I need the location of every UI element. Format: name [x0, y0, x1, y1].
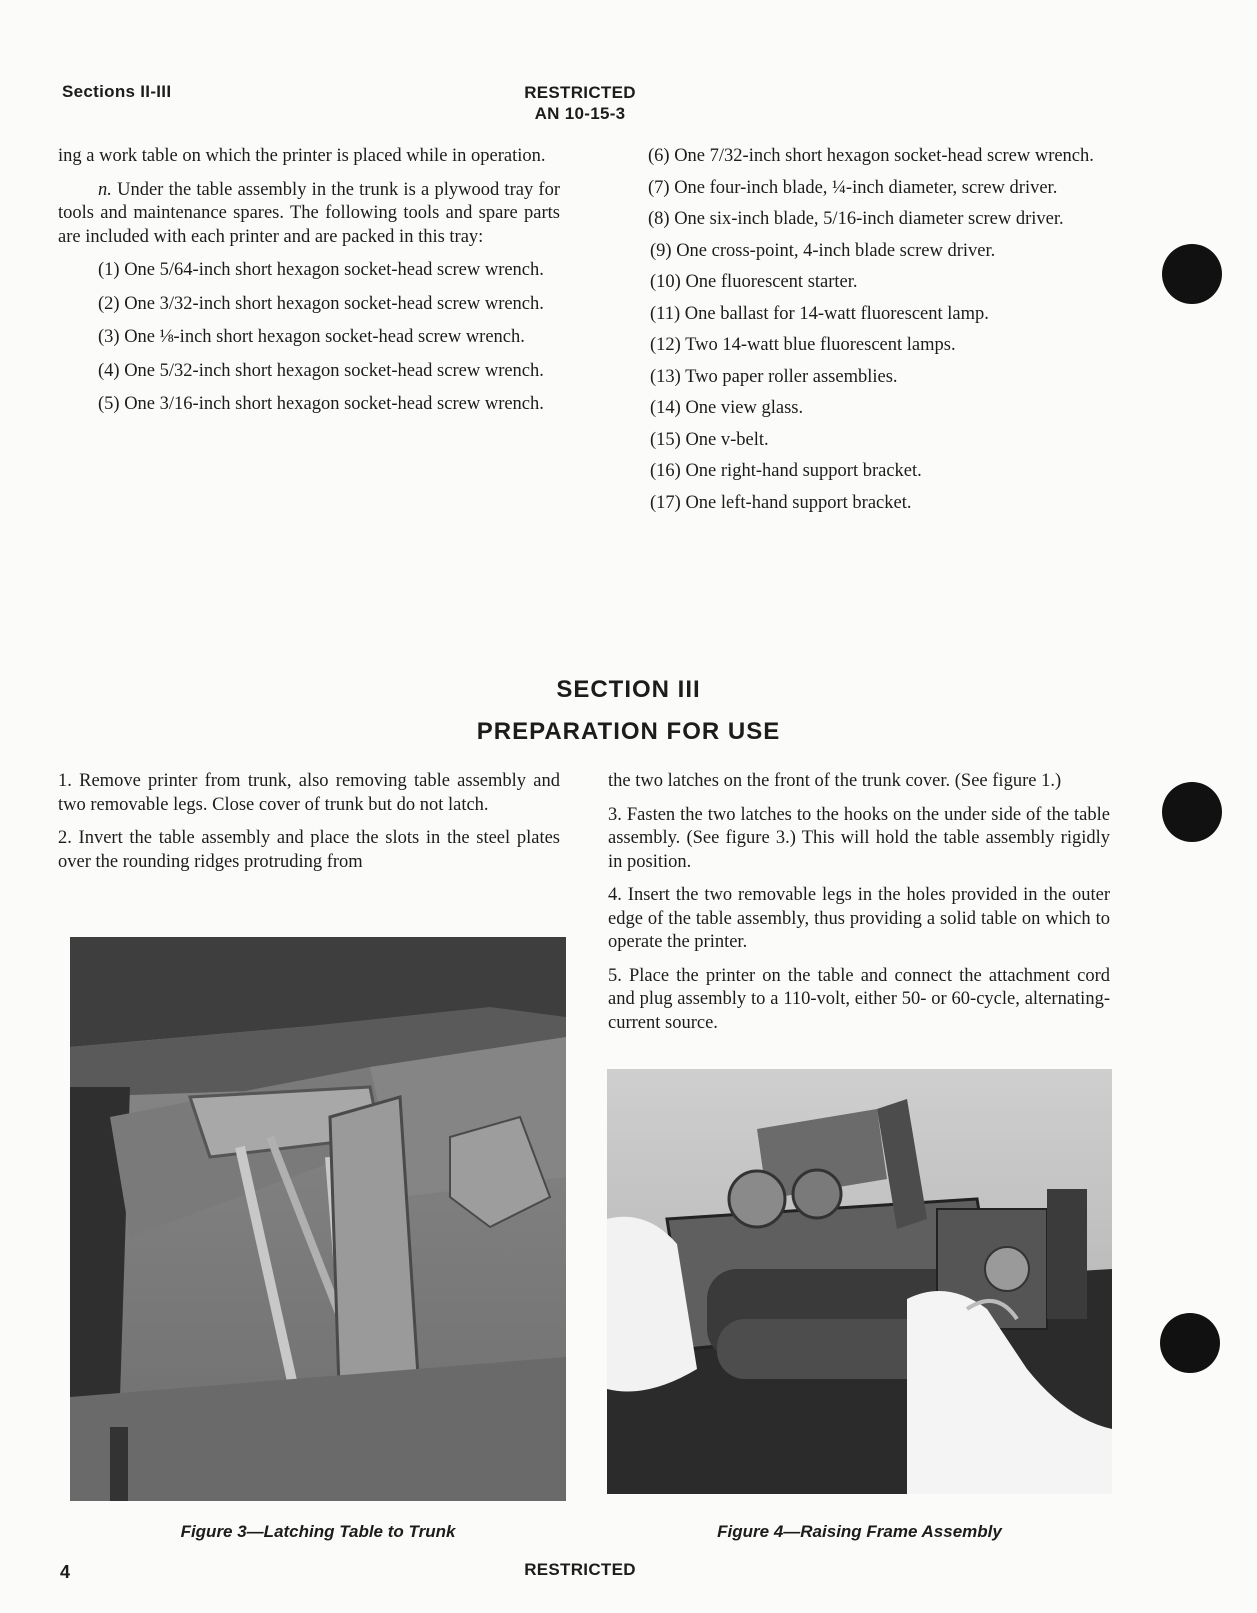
list-item: (9) One cross-point, 4-inch blade screw driver.	[650, 240, 996, 261]
header-doc-number: AN 10-15-3	[534, 104, 626, 123]
step-5: 5. Place the printer on the table and connect the attachment cord and plug assembly to a 110-volt, either 50- or 60-cycle, alternating-current source.	[608, 965, 1110, 1033]
list-item: (13) Two paper roller assemblies.	[650, 366, 898, 387]
list-item: (14) One view glass.	[650, 398, 804, 418]
list-item: (15) One v-belt.	[650, 429, 769, 450]
list-item: (6) One 7/32-inch short hexagon socket-head screw wrench.	[648, 146, 1094, 166]
running-header	[480, 82, 680, 124]
section-title: PREPARATION FOR USE	[476, 718, 781, 745]
steps-right	[608, 770, 1110, 1035]
figure-4-photo	[607, 1069, 1112, 1494]
steps-left	[58, 770, 560, 874]
step-3: 3. Fasten the two latches to the hooks on the under side of the table assembly. (See figure 3.) This will hold the table assembly rigidly in position.	[608, 804, 1110, 872]
footer-restricted: RESTRICTED	[524, 1560, 636, 1579]
binder-hole	[1162, 782, 1222, 842]
paragraph-text: Under the table assembly in the trunk is a plywood tray for tools and maintenance spares. The following tools and spare parts are included with each printer and are packed in this tray:	[58, 179, 560, 247]
figure-4-caption: Figure 4—Raising Frame Assembly	[717, 1522, 1002, 1541]
section-label: Sections II-III	[62, 82, 172, 101]
binder-hole	[1160, 1313, 1220, 1373]
section-number: SECTION III	[556, 676, 701, 703]
continued-paragraph: ing a work table on which the printer is placed while in operation.	[58, 146, 546, 166]
list-item: (3) One ⅛-inch short hexagon socket-head screw wrench.	[98, 327, 525, 347]
list-item: (2) One 3/32-inch short hexagon socket-head screw wrench.	[98, 293, 544, 314]
list-item: (10) One fluorescent starter.	[650, 272, 858, 292]
step-4: 4. Insert the two removable legs in the holes provided in the outer edge of the table assembly, thus providing a solid table on which to operate the printer.	[608, 885, 1110, 952]
list-item: (7) One four-inch blade, ¼-inch diameter, screw driver.	[648, 177, 1058, 198]
list-item: (4) One 5/32-inch short hexagon socket-head screw wrench.	[98, 360, 544, 381]
right-column	[608, 145, 1110, 515]
list-item: (1) One 5/64-inch short hexagon socket-head screw wrench.	[98, 260, 544, 280]
list-item: (16) One right-hand support bracket.	[650, 461, 922, 481]
binder-hole	[1162, 244, 1222, 304]
step-1: 1. Remove printer from trunk, also removing table assembly and two removable legs. Close cover of trunk but do not latch.	[58, 771, 560, 815]
header-restricted: RESTRICTED	[524, 83, 636, 102]
list-item: (11) One ballast for 14-watt fluorescent lamp.	[650, 303, 989, 324]
left-column	[58, 145, 560, 417]
step-2: 2. Invert the table assembly and place the slots in the steel plates over the rounding ridges protruding from	[58, 828, 560, 872]
list-item: (12) Two 14-watt blue fluorescent lamps.	[650, 335, 956, 355]
paragraph-n	[58, 179, 560, 250]
list-item: (5) One 3/16-inch short hexagon socket-head screw wrench.	[98, 394, 544, 414]
page-number: 4	[60, 1562, 71, 1582]
list-item: (8) One six-inch blade, 5/16-inch diameter screw driver.	[648, 209, 1064, 229]
figure-3-photo	[70, 937, 566, 1501]
paragraph-label: n.	[98, 179, 112, 200]
step-2-continued: the two latches on the front of the trunk cover. (See figure 1.)	[608, 771, 1062, 791]
figure-3-caption: Figure 3—Latching Table to Trunk	[180, 1522, 456, 1541]
list-item: (17) One left-hand support bracket.	[650, 492, 912, 513]
